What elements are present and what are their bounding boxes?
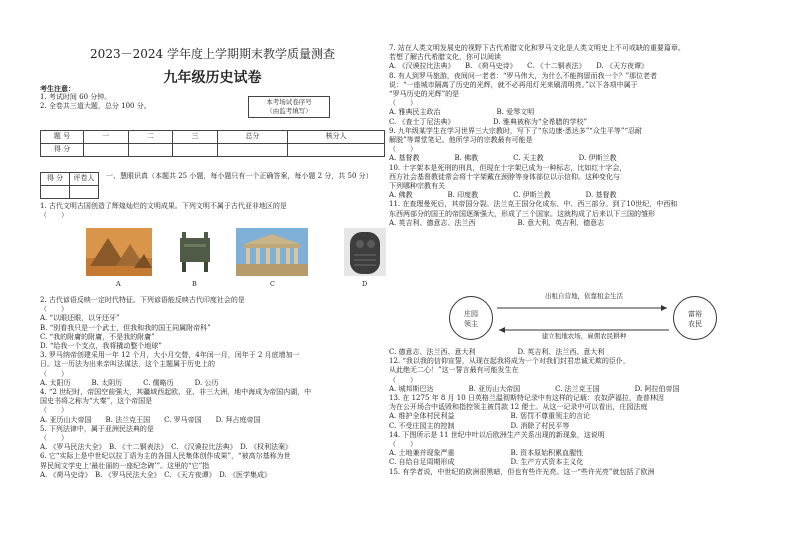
exam-title: 九年级历史试卷 xyxy=(163,70,262,86)
question-line: 国史书将之称为“大秦”，这个帝国是 xyxy=(40,397,153,406)
option-line: B. “别看我只是一个武士，但我和我的国王同属附帝科” xyxy=(40,323,211,332)
score-cell[interactable] xyxy=(173,144,218,157)
question-line: （ ） xyxy=(40,434,68,443)
pyramids-image xyxy=(86,228,152,276)
bronze-vessel-image xyxy=(170,228,220,276)
question-line: 从此绝无二心！”这一誓言最有可能发生在 xyxy=(389,366,519,375)
question-line: “罗马历史的光辉”的是 xyxy=(389,90,460,99)
node-label: 领主 xyxy=(464,320,478,328)
question-line: 2. 古代谚语反映一定时代特征。下列谚语能反映古代印度社会的是 xyxy=(40,296,245,304)
grader-label: 评卷人 xyxy=(70,173,99,186)
option-line: A. 土地兼并现象严重 B. 资本原始积累血腥性 xyxy=(389,449,584,458)
question-14-diagram xyxy=(439,292,739,348)
left-column xyxy=(40,0,385,560)
score-header: 二 xyxy=(128,131,173,144)
picture-label-b: B xyxy=(192,280,197,288)
question-line: 下列哪种宗教有关 xyxy=(389,182,445,191)
grader-table xyxy=(40,172,99,199)
question-line: 4. “2 世纪时，帝国空前强大，其疆域西起欧、亚、非三大洲，地中海成为帝国内湖，中 xyxy=(40,388,312,397)
option-line: C. “我的附庸的附庸，不是我的附庸” xyxy=(40,332,155,341)
exam-year-title: 2023－2024 学年度上学期期末教学质量测查 xyxy=(90,47,335,61)
question-line: 14. 下图所示是 11 世纪中叶以后欧洲生产关系出现的新现象，这说明 xyxy=(389,430,605,439)
question-line: 东西两部分的国王的帝国逐渐强大，形成了三个国家。这就构成了后来以下三国的雏形 xyxy=(389,209,655,218)
option-line: A. 太阳历 B. 太阴历 C. 儒略历 D. 公历 xyxy=(40,378,219,387)
question-line: 10. 十字架本是死刑的刑具，但现在十字架已成为一种标志，比如红十字会， xyxy=(389,163,627,172)
score-cell[interactable] xyxy=(128,144,173,157)
question-line: 5. 下列法律中，属于亚洲民法典的是 xyxy=(40,424,154,433)
question-line: 日。这一历法为出来亲叫法谋法，这个主题属于历史上的 xyxy=(40,360,215,369)
grader-label: 得 分 xyxy=(41,173,70,186)
score-header: 三 xyxy=(173,131,218,144)
right-column xyxy=(389,0,754,560)
notice-title: 考生注意： xyxy=(40,84,75,93)
question-line: 说：“一座城市隔离了历史的光辉，就不必再用灯光来刷清明亮。”以下各项中属于 xyxy=(389,80,638,89)
score-header: 核分人 xyxy=(288,131,385,144)
option-line: A. 《荷马史诗》 B. 《罗马民法大全》 C. 《天方夜谭》 D. 《医学集成》 xyxy=(40,470,271,479)
question-line: 1. 古代文明古国创造了辉煌灿烂的文明成果。下列文明不属于古代亚非地区的是 xyxy=(40,202,287,210)
question-line: 3. 罗马纳帝创建采用一年 12 个月，大小月交替，4年闰一月，闰年于 2 月底增加一 xyxy=(40,351,300,360)
option-line: A. 维护全体村民利益 B. 惩罚不尊重领主的言论 xyxy=(389,412,591,421)
question-line: 若想了解古代希腊文化，你可以阅读 xyxy=(389,53,501,62)
node-label: 富裕 xyxy=(688,310,702,318)
question-line: （ ） xyxy=(40,211,68,220)
score-cell[interactable] xyxy=(288,144,385,157)
picture-label-d: D xyxy=(362,280,368,288)
bottom-arrow-label: 建立租地农场，雇佣农民耕种 xyxy=(541,332,627,340)
question-line: 界民间文学史上‘最壮丽的一座纪念碑’”。这里的“它”指 xyxy=(40,461,210,470)
score-header: 总分 xyxy=(217,131,288,144)
option-line: A. 雅典民主政治 B. 爱琴文明 xyxy=(389,108,535,117)
question-line: 8. 有人到罗马旅游，夜间问一老者：“罗马伟大，为什么不能拘留而我一个？”那位老者 xyxy=(389,71,658,80)
score-cell[interactable] xyxy=(84,144,129,157)
parthenon-image xyxy=(236,228,308,276)
option-line: C. 《查士丁尼法典》 D. 雅典被称为“全希腊的学校” xyxy=(389,117,588,126)
question-line: （ ） xyxy=(389,145,417,154)
section-one-heading: 一、慧眼识真（本题共 25 小题，每小题只有一个正确答案，每小题 2 分，共 50 分） xyxy=(106,172,373,180)
score-header: 题 号 xyxy=(41,131,84,144)
score-header: 一 xyxy=(84,131,129,144)
score-table xyxy=(40,130,385,157)
question-line: 7. 站在人类文明发展史的视野下古代希腊文化和罗马文化是人类文明史上不可或缺的重要篇章。 xyxy=(389,44,685,52)
question-block xyxy=(40,202,385,220)
option-line: A. 《汉谟拉比法典》 B. 《荷马史诗》 C. 《十二铜表法》 D. 《天方夜谭》 xyxy=(389,62,648,71)
question-line: 12. “我以我的信仰宣誓，从现在起我将成为一个对我们封君忠诚无欺的臣仆， xyxy=(389,357,630,366)
grader-cell[interactable] xyxy=(70,186,99,199)
picture-label-a: A xyxy=(116,280,121,288)
question-1-pictures xyxy=(86,228,386,288)
node-label: 庄园 xyxy=(464,310,478,318)
question-line: （ ） xyxy=(40,406,68,415)
stele-image xyxy=(344,228,386,276)
question-line: 13. 在 1275 年 8 月 10 日英格兰温彻斯特记录中有这样的记载：农奴萨福拉，查普林因 xyxy=(389,394,664,403)
option-line: D. “给我一个支点，我将撬动整个地球” xyxy=(40,342,162,351)
question-line: （ ） xyxy=(389,375,417,384)
question-line: （ ） xyxy=(40,305,68,314)
question-line: （ ） xyxy=(389,440,417,449)
option-line: C. 自给自足周期形成 D. 生产方式资本主义化 xyxy=(389,458,584,467)
question-line: 11. 在查理曼死后，其帝国分裂。法兰克王国分化成东、中、西三部分。到了10世纪，中西和 xyxy=(389,200,678,209)
option-line: C. 德意志、法兰西、意大利 D. 英吉利、法兰西、意大利 xyxy=(389,348,605,356)
question-block xyxy=(389,348,754,477)
question-line: 6. 它“实际上是中世纪以拉丁语为主的各国人民集体创作成果”，“被高尔基称为世 xyxy=(40,452,291,461)
option-line: A. 城邦斯巴达 B. 亚历山大帝国 C. 法兰克王国 D. 阿拉伯帝国 xyxy=(389,384,680,393)
question-line: （ ） xyxy=(40,369,68,378)
option-line: A. “以眼还眼，以牙还牙” xyxy=(40,314,120,323)
grader-cell[interactable] xyxy=(41,186,70,199)
option-line: A. 《罗马民法大全》 B. 《十二铜表法》 C. 《汉谟拉比法典》 D. 《权利法案》 xyxy=(40,443,292,452)
option-line: A. 佛教 B. 印度教 C. 伊斯兰教 D. 基督教 xyxy=(389,191,617,200)
notice-item: 2. 全卷共三道大题，总分 100 分。 xyxy=(40,102,151,111)
seat-box-line: 本考场试卷序号 xyxy=(266,98,312,106)
option-line: A. 基督教 B. 佛教 C. 天主教 D. 伊斯兰教 xyxy=(389,154,617,163)
notice-item: 1. 考试时间 60 分钟。 xyxy=(40,93,112,102)
question-line: 西方社会基督教徒常会将十字架戴在颈脖等身体部位以示信仰。这种变化与 xyxy=(389,172,620,181)
rich-peasant-node xyxy=(673,296,717,340)
score-cell[interactable] xyxy=(217,144,288,157)
option-line: A. 英吉利、德意志、法兰西 B. 意大利、英吉利、德意志 xyxy=(389,218,605,227)
notice xyxy=(40,84,151,112)
top-arrow-label: 出租自营地，依靠租金生活 xyxy=(545,292,623,300)
question-block xyxy=(389,44,754,228)
question-line: 15. 有学者说，中世纪的欧洲很黑暗，但也有些许光亮。这一“些许光亮”就包括了欧洲 xyxy=(389,467,655,476)
option-line: C. 不受庄园主的控制 D. 消除了村民平等 xyxy=(389,421,570,430)
seat-number-box xyxy=(248,96,330,118)
question-line: （ ） xyxy=(389,99,417,108)
option-line: A. 亚历山大帝国 B. 法兰克王国 C. 罗马帝国 D. 拜占庭帝国 xyxy=(40,415,261,424)
question-line: 9. 九年级某学生在学习世界三大宗教时，写下了“东边康·悉达多”“众生平等”“忍耐 xyxy=(389,126,643,135)
manor-lord-node xyxy=(449,296,493,340)
question-block xyxy=(40,296,385,480)
node-label: 农民 xyxy=(688,320,702,328)
question-line: 为在公开场合中诋毁和指控领主被罚款 12 便士。从这一记录中可以看出，庄园法庭 xyxy=(389,403,648,412)
question-line: 解脱”等课堂笔记。他所学习的宗教最有可能是 xyxy=(389,136,533,145)
score-row-label: 得 分 xyxy=(41,144,84,157)
picture-label-c: C xyxy=(270,280,275,288)
seat-box-line: （由监考填写） xyxy=(266,107,312,115)
